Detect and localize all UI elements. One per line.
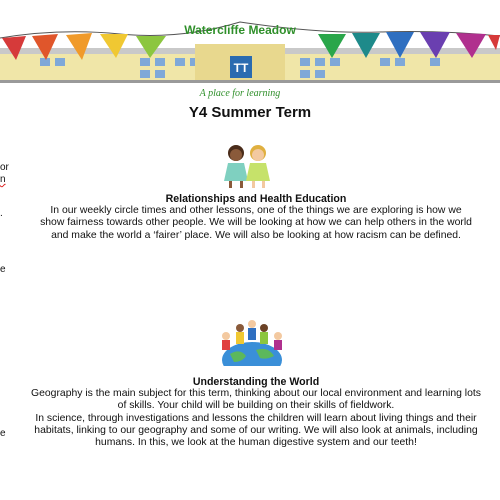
section-body: In our weekly circle times and other lessons, one of the things we are exploring is how we show fairness towards other people. We will be looking at how we can help others in the world and make the world a ‘fairer’ place. We will also be looking at how racism can be defined. <box>40 205 472 241</box>
section-heading: Understanding the World <box>192 376 320 388</box>
left-edge-text: or <box>0 162 9 173</box>
page-title: Y4 Summer Term <box>188 104 312 121</box>
svg-text:TT: TT <box>233 61 249 75</box>
section-heading: Relationships and Health Education <box>165 193 347 205</box>
left-edge-text: e <box>0 428 6 439</box>
header-illustration <box>0 0 500 100</box>
children-around-globe-icon <box>216 314 288 366</box>
understanding-world-section <box>30 376 482 449</box>
relationships-health-section <box>40 193 472 242</box>
left-edge-text: . <box>0 208 3 219</box>
children-illustration-icon <box>214 141 280 189</box>
section-body: In science, through investigations and lessons the children will learn about living things and their habitats, linking to our geography and some of our writing. We will also look at animals, including humans. In this, we look at the human digestive system and our teeth! <box>34 412 478 449</box>
section-body: Geography is the main subject for this term, thinking about our local environment and learning lots of skills. Your child will be building on their skills of fieldwork. <box>31 388 481 412</box>
school-buildings-illustration <box>0 44 500 83</box>
school-name: Watercliffe Meadow <box>184 23 296 37</box>
school-header <box>0 0 500 100</box>
school-tagline: A place for learning <box>199 88 281 99</box>
left-edge-text: n <box>0 174 6 185</box>
left-edge-text: e <box>0 264 6 275</box>
